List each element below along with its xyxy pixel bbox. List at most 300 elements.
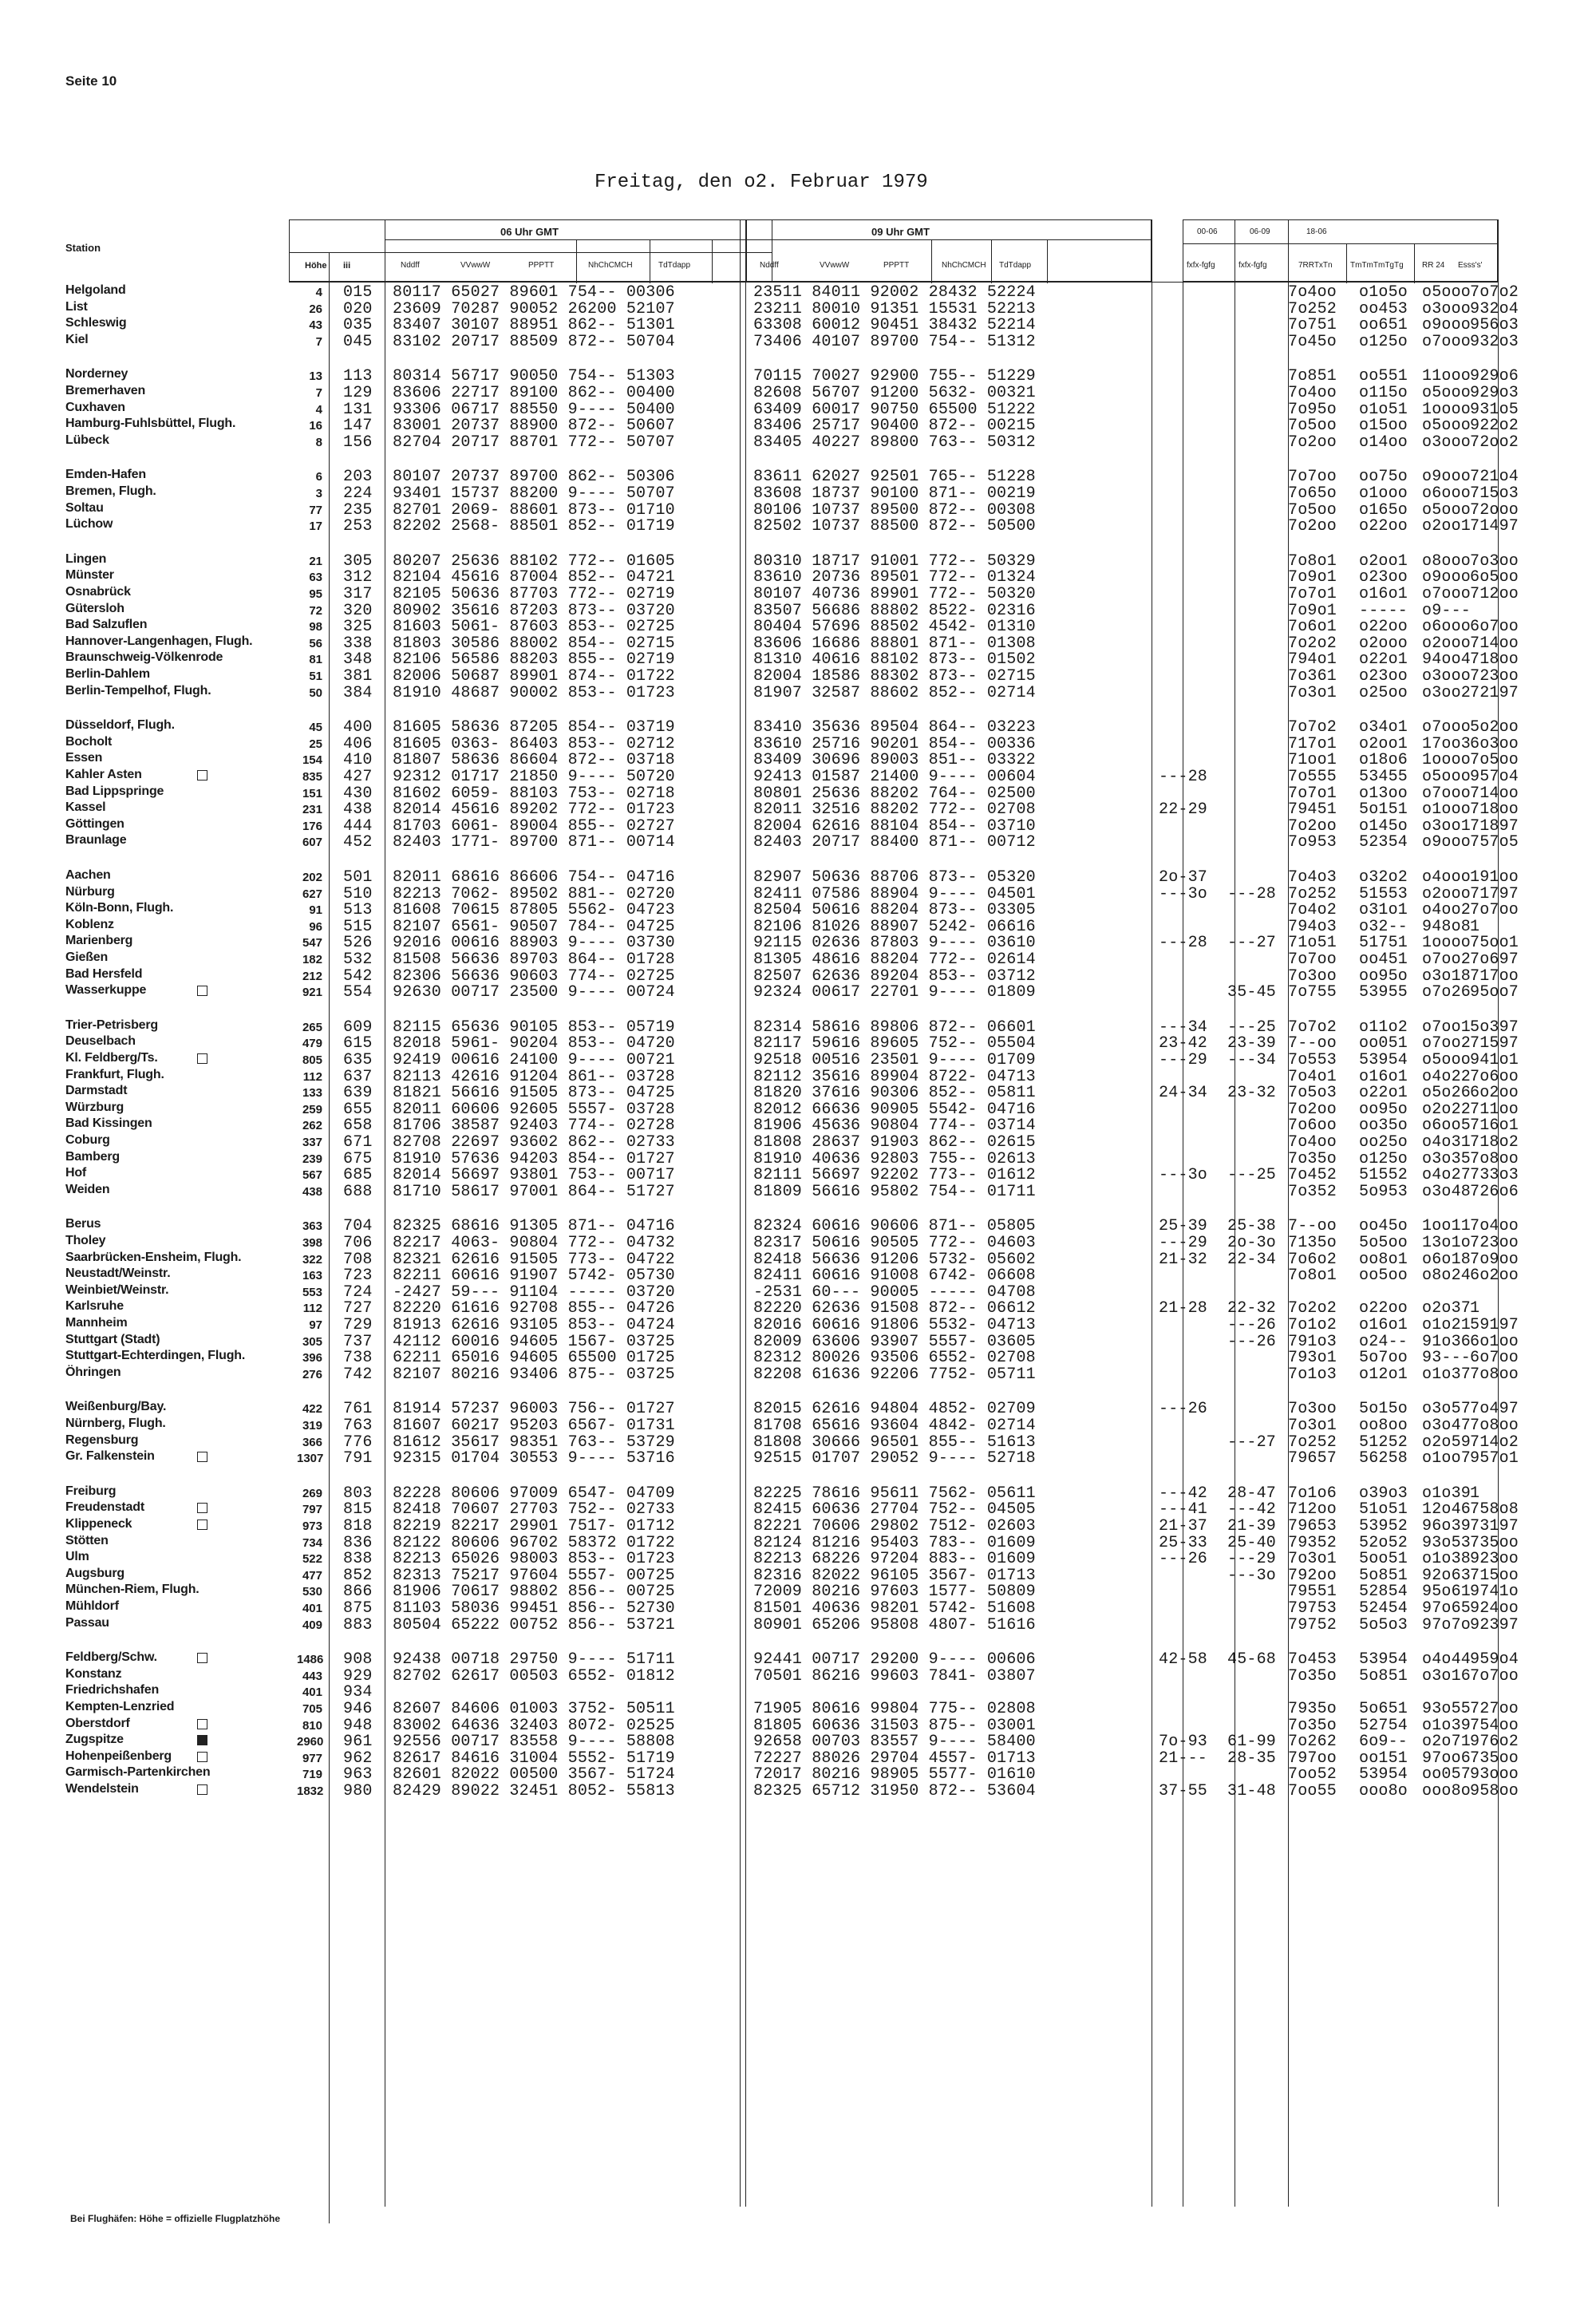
gust-06-09: 22-32 — [1227, 1299, 1277, 1318]
station-id: 962 — [343, 1749, 373, 1768]
table-row — [65, 1067, 1519, 1086]
rr-18-06: 79753 — [1288, 1599, 1337, 1618]
header-iii: iii — [343, 261, 351, 271]
col06-clouds: NhChCMCH — [588, 261, 633, 270]
rr24: o3o47 — [1422, 1417, 1472, 1435]
station-name: Gütersloh — [65, 601, 124, 615]
gust-06-09: ---27 — [1227, 934, 1277, 953]
rr-18-06: 7o8o1 — [1288, 551, 1337, 571]
temp-extremes: 53455 — [1359, 768, 1408, 786]
rr-18-06: 7o3oo — [1288, 966, 1337, 986]
rr-18-06: 794o3 — [1288, 917, 1337, 936]
snow: 714o2 — [1470, 1433, 1519, 1452]
station-id: 980 — [343, 1782, 373, 1800]
station-height: 81 — [309, 653, 322, 667]
temp-extremes: o13oo — [1359, 784, 1408, 803]
gust-00-06: 21-28 — [1159, 1299, 1208, 1318]
rr-18-06: 7o2oo — [1288, 816, 1337, 836]
obs-09: 80310 18717 91001 772-- 50329 — [753, 551, 1036, 571]
table-row — [65, 1650, 1519, 1670]
obs-06: 92556 00717 83558 9---- 58808 — [393, 1733, 675, 1752]
sub-rr: 7RRTxTn — [1298, 261, 1333, 270]
mountain-station-marker — [197, 1735, 207, 1745]
table-row — [65, 602, 1498, 618]
rr-18-06: 7o1o3 — [1288, 1365, 1337, 1384]
station-name: Schleswig — [65, 316, 127, 330]
temp-extremes: oo95o — [1359, 966, 1408, 986]
station-height: 305 — [302, 1334, 322, 1349]
rr24: 93o53 — [1422, 1533, 1472, 1552]
station-id: 338 — [343, 634, 373, 653]
obs-06: 82106 56586 88203 855-- 02719 — [393, 650, 675, 670]
rr-18-06: 7o4o2 — [1288, 901, 1337, 920]
table-row — [65, 1749, 1519, 1768]
obs-09: 70501 86216 99603 7841- 03807 — [753, 1666, 1036, 1686]
rr24: 91o36 — [1422, 1332, 1472, 1351]
obs-06: 92016 00616 88903 9---- 03730 — [393, 934, 675, 953]
obs-09: 82117 59616 89605 752-- 05504 — [753, 1034, 1036, 1053]
rr-18-06: 7o1o6 — [1288, 1484, 1337, 1503]
station-id: 438 — [343, 800, 373, 820]
gust-00-06: ---34 — [1159, 1018, 1208, 1037]
temp-extremes: 51553 — [1359, 884, 1408, 903]
obs-06: 82202 2568- 88501 852-- 01719 — [393, 517, 675, 536]
temp-extremes: oo051 — [1359, 1034, 1408, 1053]
obs-09: 70115 70027 92900 755-- 51229 — [753, 367, 1036, 386]
table-row — [65, 468, 1519, 487]
rr24: o7oo1 — [1422, 1018, 1472, 1037]
table-row — [65, 1349, 1519, 1368]
snow: 1 — [1470, 1299, 1480, 1318]
station-id: 791 — [343, 1449, 373, 1468]
station-name: Kempten-Lenzried — [65, 1700, 175, 1713]
obs-06: 92419 00616 24100 9---- 00721 — [393, 1051, 675, 1069]
snow: 715o3 — [1470, 484, 1519, 503]
obs-06: 81603 5061- 87603 853-- 02725 — [393, 618, 675, 637]
snow: 72oo2 — [1470, 433, 1519, 452]
obs-09: 82004 18586 88302 873-- 02715 — [753, 667, 1036, 686]
rr24: 97oo6 — [1422, 1749, 1472, 1768]
snow: 7o4oo — [1470, 1217, 1519, 1236]
station-id: 320 — [343, 601, 373, 620]
station-name: Bad Salzuflen — [65, 618, 148, 632]
obs-06: 81607 60217 95203 6567- 01731 — [393, 1417, 675, 1435]
temp-extremes: o22o1 — [1359, 650, 1408, 670]
station-name: Göttingen — [65, 816, 124, 831]
temp-extremes: o2ooo — [1359, 634, 1408, 653]
rr-18-06: 7o3o1 — [1288, 1550, 1337, 1569]
station-name: Freudenstadt — [65, 1500, 144, 1515]
obs-06: 82107 6561- 90507 784-- 04725 — [393, 917, 675, 936]
station-height: 262 — [302, 1119, 322, 1133]
rr-18-06: 7o252 — [1288, 1433, 1337, 1452]
station-id: 704 — [343, 1217, 373, 1236]
rr24: o3ooo — [1422, 299, 1472, 318]
snow: 6o2oo — [1470, 1084, 1519, 1103]
station-height: 56 — [309, 636, 322, 650]
temp-extremes: o125o — [1359, 332, 1408, 351]
station-name: Aachen — [65, 868, 111, 882]
snow: 7o7oo — [1470, 901, 1519, 920]
obs-06: 81803 30586 88002 854-- 02715 — [393, 634, 675, 653]
station-id: 532 — [343, 950, 373, 969]
station-id: 742 — [343, 1365, 373, 1384]
temp-extremes: o2oo1 — [1359, 734, 1408, 753]
snow: 6o2oo — [1470, 1267, 1519, 1286]
obs-09: 72009 80216 97603 1577- 50809 — [753, 1583, 1036, 1602]
table-row — [65, 299, 1519, 318]
table-row — [65, 816, 1519, 836]
rr-18-06: 7o452 — [1288, 1166, 1337, 1185]
col06-vvwww: VVwwW — [460, 261, 491, 270]
rr24: o4o22 — [1422, 1067, 1472, 1086]
rr-18-06: 7o3o1 — [1288, 683, 1337, 702]
obs-06: 81910 57636 94203 854-- 01727 — [393, 1149, 675, 1168]
station-id: 609 — [343, 1018, 373, 1037]
snow: 723oo — [1470, 667, 1519, 686]
rr-18-06: 7o35o — [1288, 1666, 1337, 1686]
station-id: 948 — [343, 1716, 373, 1735]
obs-09: 82316 82022 96105 3567- 01713 — [753, 1566, 1036, 1585]
obs-09: 71905 80616 99804 775-- 02808 — [753, 1700, 1036, 1718]
snow: 6o1oo — [1470, 1332, 1519, 1351]
temp-extremes: oo45o — [1359, 1217, 1408, 1236]
table-row — [65, 1615, 1519, 1634]
temp-extremes: ooo8o — [1359, 1782, 1408, 1800]
station-name: Hohenpeißenberg — [65, 1749, 172, 1763]
rr24: o1o39 — [1422, 1716, 1472, 1735]
table-row — [65, 433, 1519, 452]
obs-09: 73406 40107 89700 754-- 51312 — [753, 332, 1036, 351]
table-row — [65, 868, 1519, 887]
station-height: 43 — [309, 318, 322, 333]
snow: 71897 — [1470, 816, 1519, 836]
gust-00-06: 2o-37 — [1159, 868, 1208, 887]
station-name: Würzburg — [65, 1100, 124, 1114]
rr24: o5ooo — [1422, 417, 1472, 436]
table-row — [65, 1533, 1519, 1552]
station-height: 797 — [302, 1503, 322, 1517]
table-row — [65, 800, 1519, 820]
obs-06: 80902 35616 87203 873-- 03720 — [393, 601, 675, 620]
station-height: 2960 — [297, 1735, 324, 1749]
station-id: 452 — [343, 833, 373, 852]
station-name: Mühldorf — [65, 1599, 119, 1613]
rr24: 11ooo — [1422, 367, 1472, 386]
obs-09: 92515 01707 29052 9---- 52718 — [753, 1449, 1036, 1468]
station-height: 112 — [302, 1302, 322, 1316]
station-height: 547 — [302, 936, 322, 950]
obs-06: 81605 0363- 86403 853-- 02712 — [393, 734, 675, 753]
snow: 1 — [1470, 917, 1480, 936]
table-row — [65, 918, 1498, 934]
obs-06: -2427 59--- 91104 ----- 03720 — [393, 1282, 675, 1302]
obs-06: 82014 45616 89202 772-- 01723 — [393, 800, 675, 820]
station-name: Trier-Petrisberg — [65, 1018, 158, 1032]
mountain-station-marker — [197, 986, 207, 996]
rr24: 96o39 — [1422, 1517, 1472, 1535]
snow: 7o7o2 — [1470, 283, 1519, 302]
rr24: o3o35 — [1422, 1149, 1472, 1168]
snow: 6o5oo — [1470, 568, 1519, 587]
snow: 733o3 — [1470, 1166, 1519, 1185]
temp-extremes: oo5oo — [1359, 1267, 1408, 1286]
obs-06: 81913 62616 93105 853-- 04724 — [393, 1316, 675, 1334]
table-row — [65, 1084, 1519, 1103]
obs-06: 92438 00718 29750 9---- 51711 — [393, 1650, 675, 1670]
obs-09: 92413 01587 21400 9---- 00604 — [753, 768, 1036, 786]
station-height: 77 — [309, 503, 322, 517]
obs-09: 82403 20717 88400 871-- 00712 — [753, 833, 1036, 852]
rr24: o1o21 — [1422, 1316, 1472, 1334]
station-height: 151 — [302, 786, 322, 800]
snow: 718o2 — [1470, 1133, 1519, 1152]
rr-18-06: 71o51 — [1288, 934, 1337, 953]
station-height: 719 — [302, 1768, 322, 1782]
station-height: 734 — [302, 1535, 322, 1550]
station-name: Braunlage — [65, 833, 127, 848]
station-id: 501 — [343, 868, 373, 887]
station-name: Klippeneck — [65, 1517, 132, 1531]
temp-extremes: 5o5o3 — [1359, 1615, 1408, 1634]
obs-06: 82011 68616 86606 754-- 04716 — [393, 868, 675, 887]
temp-extremes: o1o51 — [1359, 400, 1408, 419]
station-name: Berus — [65, 1217, 101, 1231]
rr24: o3o57 — [1422, 1400, 1472, 1419]
obs-09: 82504 50616 88204 873-- 03305 — [753, 901, 1036, 920]
rr24: 95o61 — [1422, 1583, 1472, 1602]
station-name: Passau — [65, 1615, 109, 1630]
station-id: 836 — [343, 1533, 373, 1552]
snow: 72197 — [1470, 683, 1519, 702]
station-name: Gießen — [65, 950, 109, 964]
obs-06: 82321 62616 91505 773-- 04722 — [393, 1250, 675, 1269]
gust-00-06: ---29 — [1159, 1234, 1208, 1252]
rr-18-06: 7--oo — [1288, 1034, 1337, 1053]
snow: 6o3oo — [1470, 734, 1519, 753]
rr24: ooo8o — [1422, 1782, 1472, 1800]
station-height: 21 — [309, 554, 322, 568]
rr-18-06: 7o755 — [1288, 983, 1337, 1002]
obs-06: 82702 62617 00503 6552- 01812 — [393, 1666, 675, 1686]
temp-extremes: o23oo — [1359, 568, 1408, 587]
table-row — [65, 966, 1519, 986]
rr-18-06: 717o1 — [1288, 734, 1337, 753]
temp-extremes: o16o1 — [1359, 1316, 1408, 1334]
obs-06: 42112 60016 94605 1567- 03725 — [393, 1332, 675, 1351]
table-row — [65, 1116, 1519, 1136]
rr24: o4ooo — [1422, 868, 1472, 887]
rr24: o9ooo — [1422, 468, 1472, 487]
col09-nddff: Nddff — [760, 261, 779, 270]
gust-00-06: ---28 — [1159, 768, 1208, 786]
gust-00-06: 21--- — [1159, 1749, 1208, 1768]
temp-extremes: o24-- — [1359, 1332, 1408, 1351]
rr24: o2o22 — [1422, 1100, 1472, 1119]
obs-06: 82211 60616 91907 5742- 05730 — [393, 1267, 675, 1286]
station-height: 627 — [302, 887, 322, 901]
rr24: 93--- — [1422, 1349, 1472, 1368]
station-height: 479 — [302, 1037, 322, 1051]
obs-06: 81914 57237 96003 756-- 01727 — [393, 1400, 675, 1419]
station-height: 7 — [315, 334, 322, 349]
snow: 7o5oo — [1470, 751, 1519, 770]
obs-06: 82228 80606 97009 6547- 04709 — [393, 1484, 675, 1503]
station-name: Bad Kissingen — [65, 1116, 152, 1131]
station-height: 477 — [302, 1568, 322, 1583]
table-row — [65, 332, 1519, 351]
obs-09: 82012 66636 90905 5542- 04716 — [753, 1100, 1036, 1119]
obs-06: 92630 00717 23500 9---- 00724 — [393, 983, 675, 1002]
obs-06: 82115 65636 90105 853-- 05719 — [393, 1018, 675, 1037]
table-row — [65, 384, 1519, 402]
station-name: Garmisch-Partenkirchen — [65, 1765, 211, 1780]
snow: 718oo — [1470, 800, 1519, 820]
station-id: 946 — [343, 1700, 373, 1718]
station-id: 400 — [343, 718, 373, 737]
table-row — [65, 768, 1519, 786]
gust-06-09: 23-32 — [1227, 1084, 1277, 1103]
obs-06: 82313 75217 97604 5557- 00725 — [393, 1566, 675, 1585]
station-name: Hannover-Langenhagen, Flugh. — [65, 634, 253, 648]
obs-09: 82225 78616 95611 7562- 05611 — [753, 1484, 1036, 1503]
rr-18-06: 7o3oo — [1288, 1400, 1337, 1419]
station-id: 113 — [343, 367, 373, 386]
gust-00-06: 21-32 — [1159, 1250, 1208, 1269]
obs-06: 62211 65016 94605 65500 01725 — [393, 1349, 675, 1368]
rr24: 93o55 — [1422, 1700, 1472, 1718]
gust-00-06: 42-58 — [1159, 1650, 1208, 1670]
station-name: Wendelstein — [65, 1782, 139, 1796]
obs-09: 81805 60636 31503 875-- 03001 — [753, 1716, 1036, 1735]
gust-06-09: ---27 — [1227, 1433, 1277, 1452]
station-name: Tholey — [65, 1234, 106, 1247]
station-name: Feldberg/Schw. — [65, 1650, 157, 1665]
obs-09: 82208 61636 92206 7752- 05711 — [753, 1365, 1036, 1384]
table-row — [65, 667, 1519, 686]
rr24: o5ooo — [1422, 384, 1472, 402]
temp-extremes: 5o7oo — [1359, 1349, 1408, 1368]
obs-09: 82314 58616 89806 872-- 06601 — [753, 1018, 1036, 1037]
table-row — [65, 734, 1519, 753]
temp-extremes: o15oo — [1359, 417, 1408, 436]
mountain-station-marker — [197, 1719, 207, 1729]
obs-09: 92441 00717 29200 9---- 00606 — [753, 1650, 1036, 1670]
station-height: 567 — [302, 1168, 322, 1183]
rr24: o7oo2 — [1422, 950, 1472, 969]
rr24: o3oo1 — [1422, 816, 1472, 836]
station-id: 803 — [343, 1484, 373, 1503]
station-id: 815 — [343, 1500, 373, 1520]
station-height: 438 — [302, 1184, 322, 1199]
obs-06: 82011 60606 92605 5557- 03728 — [393, 1100, 675, 1119]
station-id: 015 — [343, 283, 373, 302]
snow: 712oo — [1470, 585, 1519, 603]
station-name: Kl. Feldberg/Ts. — [65, 1051, 158, 1065]
station-name: Helgoland — [65, 283, 126, 297]
obs-06: 81910 48687 90002 853-- 01723 — [393, 683, 675, 702]
temp-extremes: oo25o — [1359, 1133, 1408, 1152]
station-height: 16 — [309, 419, 322, 433]
obs-09: 82411 60616 91008 6742- 06608 — [753, 1267, 1036, 1286]
gust-06-09: ---3o — [1227, 1566, 1277, 1585]
temp-extremes: o16o1 — [1359, 585, 1408, 603]
station-height: 17 — [309, 520, 322, 534]
mountain-station-marker — [197, 1520, 207, 1530]
obs-09: 82112 35616 89904 8722- 04713 — [753, 1067, 1036, 1086]
rr24: 12o46 — [1422, 1500, 1472, 1520]
temp-extremes: 56258 — [1359, 1449, 1408, 1468]
obs-09: 82124 81216 95403 783-- 01609 — [753, 1533, 1036, 1552]
rr-18-06: 7o4oo — [1288, 1133, 1337, 1152]
temp-extremes: 52754 — [1359, 1716, 1408, 1735]
rr-18-06: 7o35o — [1288, 1716, 1337, 1735]
rr24: 13o1o — [1422, 1234, 1472, 1252]
table-row — [65, 1716, 1519, 1735]
obs-09: 80106 10737 89500 872-- 00308 — [753, 500, 1036, 520]
obs-09: 23211 80010 91351 15531 52213 — [753, 299, 1036, 318]
gust-00-06: 37-55 — [1159, 1782, 1208, 1800]
station-height: 319 — [302, 1419, 322, 1433]
station-id: 513 — [343, 901, 373, 920]
snow: 958oo — [1470, 1782, 1519, 1800]
obs-09: 81906 45636 90804 774-- 03714 — [753, 1116, 1036, 1136]
station-name: Düsseldorf, Flugh. — [65, 718, 175, 733]
station-name: Mannheim — [65, 1316, 128, 1330]
station-height: 553 — [302, 1285, 322, 1299]
station-height: 1307 — [297, 1452, 324, 1466]
station-height: 231 — [302, 803, 322, 817]
table-row — [65, 1666, 1519, 1686]
station-height: 1486 — [297, 1653, 324, 1667]
table-row — [65, 1316, 1519, 1334]
temp-extremes: oo453 — [1359, 299, 1408, 318]
obs-06: 82219 82217 29901 7517- 01712 — [393, 1517, 675, 1535]
snow: 191oo — [1470, 868, 1519, 887]
rr-18-06: 7o7o2 — [1288, 718, 1337, 737]
temp-extremes: o165o — [1359, 500, 1408, 520]
gust-06-09: ---28 — [1227, 884, 1277, 903]
station-name: Kassel — [65, 800, 106, 815]
table-row — [65, 634, 1519, 653]
station-id: 253 — [343, 517, 373, 536]
station-height: 607 — [302, 836, 322, 850]
rr24: o4o31 — [1422, 1133, 1472, 1152]
temp-extremes: o2oo1 — [1359, 551, 1408, 571]
station-height: 401 — [302, 1686, 322, 1700]
station-name: Weiden — [65, 1182, 110, 1196]
station-id: 156 — [343, 433, 373, 452]
mountain-station-marker — [197, 1053, 207, 1064]
rr-18-06: 7o851 — [1288, 367, 1337, 386]
station-id: 045 — [343, 332, 373, 351]
station-height: 443 — [302, 1669, 322, 1683]
obs-06: 83102 20717 88509 872-- 50704 — [393, 332, 675, 351]
snow: 71497 — [1470, 517, 1519, 536]
temp-extremes: oo151 — [1359, 1749, 1408, 1768]
temp-extremes: oo8oo — [1359, 1417, 1408, 1435]
obs-06: 82607 84606 01003 3752- 50511 — [393, 1700, 675, 1718]
temp-extremes: 5o151 — [1359, 800, 1408, 820]
temp-extremes: o32o2 — [1359, 868, 1408, 887]
gust-00-06: 22-29 — [1159, 800, 1208, 820]
station-id: 655 — [343, 1100, 373, 1119]
station-name: Ulm — [65, 1550, 89, 1564]
station-id: 510 — [343, 884, 373, 903]
station-height: 13 — [309, 370, 322, 384]
station-id: 776 — [343, 1433, 373, 1452]
temp-extremes: o14oo — [1359, 433, 1408, 452]
